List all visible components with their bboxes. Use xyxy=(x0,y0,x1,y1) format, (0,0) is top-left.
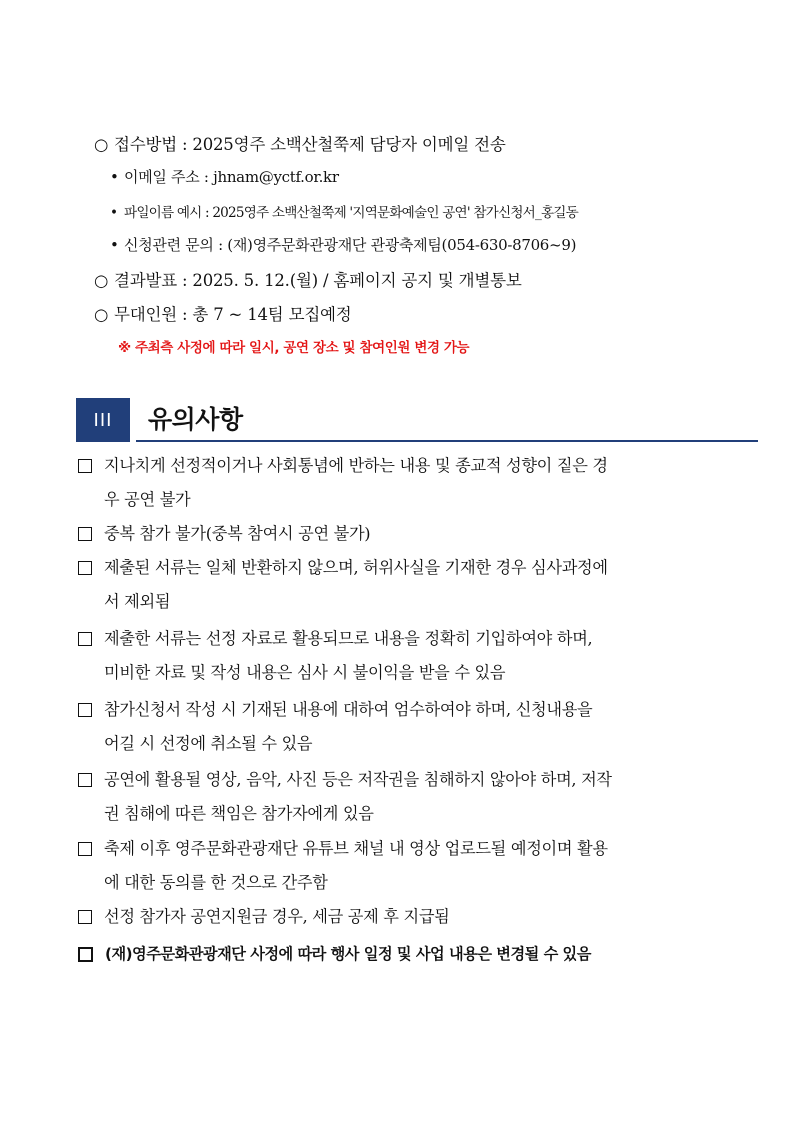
caution-text: 선정 참가자 공연지원금 경우, 세금 공제 후 지급됨 xyxy=(104,907,450,926)
email-line xyxy=(110,166,339,187)
filename-text: 파일이름 예시 : 2025영주 소백산철쭉제 '지역문화예술인 공연' 참가신청서_홍길동 xyxy=(124,205,578,221)
checkbox-icon xyxy=(78,947,93,962)
change-notice: ※ 주최측 사정에 따라 일시, 공연 장소 및 참여인원 변경 가능 xyxy=(118,340,470,356)
caution-text: 제출한 서류는 선정 자료로 활용되므로 내용을 정확히 기입하여야 하며, xyxy=(104,629,593,648)
caution-item xyxy=(78,693,728,761)
caution-text: 축제 이후 영주문화관광재단 유튜브 채널 내 영상 업로드될 예정이며 활용 xyxy=(104,839,608,858)
caution-text-continued: 우 공연 불가 xyxy=(104,490,191,509)
bullet-icon: • xyxy=(110,168,119,186)
inquiry-text: 신청관련 문의 : (재)영주문화관광재단 관광축제팀(054-630-8706~9) xyxy=(124,236,577,254)
caution-text-continued: 어길 시 선정에 취소될 수 있음 xyxy=(104,734,313,753)
checkbox-icon xyxy=(78,459,92,473)
circle-icon: ○ xyxy=(94,271,109,290)
caution-item-emphasis xyxy=(78,937,728,971)
performers-line xyxy=(94,301,352,325)
caution-text: 참가신청서 작성 시 기재된 내용에 대하여 엄수하여야 하며, 신청내용을 xyxy=(104,700,593,719)
circle-icon: ○ xyxy=(94,305,109,324)
section-divider xyxy=(136,440,758,442)
caution-item xyxy=(78,763,728,831)
checkbox-icon xyxy=(78,703,92,717)
caution-item xyxy=(78,900,728,934)
section-title: 유의사항 xyxy=(148,405,243,434)
caution-item xyxy=(78,551,728,619)
caution-text-continued: 미비한 자료 및 작성 내용은 심사 시 불이익을 받을 수 있음 xyxy=(104,663,506,682)
section-number: III xyxy=(76,398,130,442)
method-line xyxy=(94,131,506,155)
checkbox-icon xyxy=(78,527,92,541)
performers-text: 무대인원 : 총 7 ~ 14팀 모집예정 xyxy=(114,305,352,324)
method-text: 접수방법 : 2025영주 소백산철쭉제 담당자 이메일 전송 xyxy=(114,135,506,154)
checkbox-icon xyxy=(78,910,92,924)
caution-item xyxy=(78,449,728,517)
caution-text-continued: 권 침해에 따른 책임은 참가자에게 있음 xyxy=(104,804,374,823)
caution-item xyxy=(78,517,728,551)
filename-line xyxy=(110,201,578,221)
result-text: 결과발표 : 2025. 5. 12.(월) / 홈페이지 공지 및 개별통보 xyxy=(114,271,522,290)
bullet-icon: • xyxy=(110,205,118,221)
caution-text: 제출된 서류는 일체 반환하지 않으며, 허위사실을 기재한 경우 심사과정에 xyxy=(104,558,608,577)
caution-text: 지나치게 선정적이거나 사회통념에 반하는 내용 및 종교적 성향이 짙은 경 xyxy=(104,456,608,475)
caution-text-continued: 서 제외됨 xyxy=(104,592,171,611)
caution-text: 중복 참가 불가(중복 참여시 공연 불가) xyxy=(104,524,371,543)
checkbox-icon xyxy=(78,773,92,787)
result-line xyxy=(94,267,522,291)
circle-icon: ○ xyxy=(94,135,109,154)
checkbox-icon xyxy=(78,632,92,646)
email-text: 이메일 주소 : jhnam@yctf.or.kr xyxy=(124,168,339,186)
inquiry-line xyxy=(110,234,576,255)
checkbox-icon xyxy=(78,842,92,856)
caution-item xyxy=(78,622,728,690)
caution-text: 공연에 활용될 영상, 음악, 사진 등은 저작권을 침해하지 않아야 하며, 저작 xyxy=(104,770,612,789)
caution-text: (재)영주문화관광재단 사정에 따라 행사 일정 및 사업 내용은 변경될 수 있음 xyxy=(105,945,591,963)
checkbox-icon xyxy=(78,561,92,575)
caution-item xyxy=(78,832,728,900)
bullet-icon: • xyxy=(110,236,119,254)
caution-text-continued: 에 대한 동의를 한 것으로 간주함 xyxy=(104,873,328,892)
